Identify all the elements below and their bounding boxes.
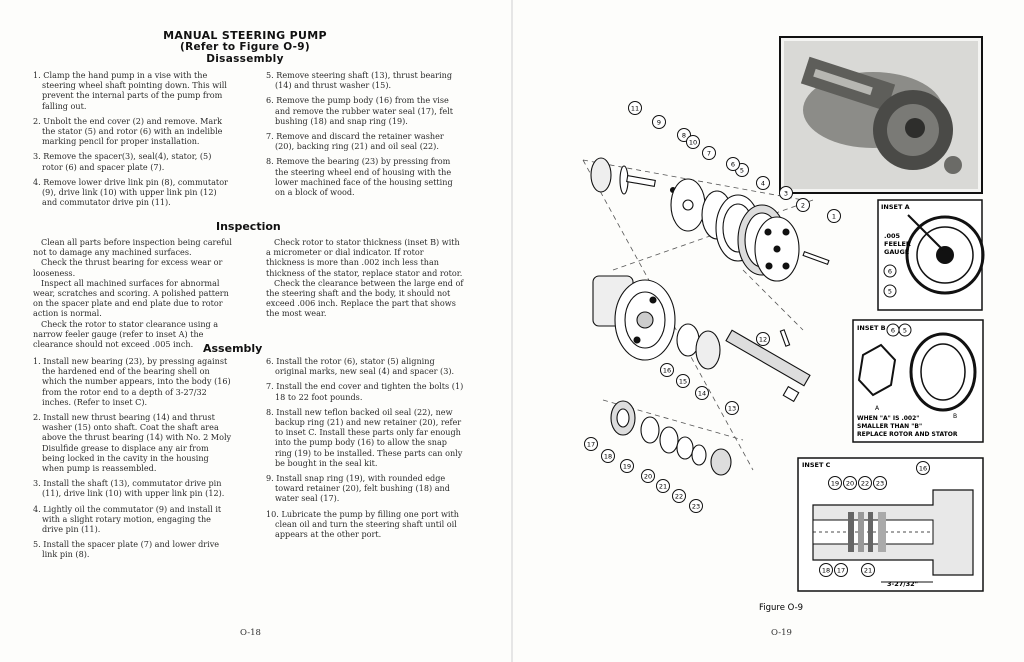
- inset-a-gauge-label: GAUGE: [884, 248, 910, 256]
- inset-c-depth: 3-27/32": [887, 580, 919, 588]
- assembly-step: 7. Install the end cover and tighten the bolts (1) 18 to 22 foot pounds.: [266, 381, 464, 402]
- callout-number: 3: [783, 189, 789, 198]
- inset-b-dim-a: A: [875, 405, 880, 412]
- page-title: MANUAL STEERING PUMP: [163, 29, 327, 42]
- callout-number: 12: [758, 335, 768, 344]
- callout-number: 21: [658, 482, 668, 491]
- callout-number: 8: [681, 131, 687, 140]
- callout-number: 17: [586, 440, 596, 449]
- inspection-column-right: [266, 237, 464, 319]
- inset-b-title: INSET B: [857, 324, 886, 332]
- inset-a: [878, 200, 983, 310]
- inspection-paragraph: Check the clearance between the large end of the steering shaft and the body, it should not exceed .006 inch. Replace the part that shows the most wear.: [266, 277, 464, 319]
- disassembly-step: 4. Remove lower drive link pin (8), commutator (9), drive link (10) with upper link pin (12) and commutator drive pin (11).: [33, 176, 228, 208]
- inset-c-callout-number: 18: [821, 566, 831, 575]
- right-page: [513, 0, 1024, 662]
- inset-b-note: REPLACE ROTOR AND STATOR: [857, 431, 958, 438]
- heading-inspection: Inspection: [216, 220, 281, 233]
- assembly-step: 1. Install new bearing (23), by pressing against the hardened end of the bearing shell on which the number appears, into the body (16) from the rotor end to a depth of 3-27/32 inches. (Refer to inset C).: [33, 356, 231, 407]
- callout-number: 14: [697, 389, 707, 398]
- inspection-paragraph: Check the thrust bearing for excess wear or looseness.: [33, 257, 223, 278]
- inset-c-callout-number: 20: [845, 479, 855, 488]
- inset-b-note: SMALLER THAN "B": [857, 423, 923, 430]
- left-page: [0, 0, 511, 662]
- callout-number: 15: [678, 377, 688, 386]
- callout-number: 6: [730, 160, 736, 169]
- inspection-paragraph: Check rotor to stator thickness (inset B) with a micrometer or dial indicator. If rotor thickness is more than .002 inch less than thickness of the stator, replace stator and rotor.: [266, 237, 463, 278]
- exploded-view-diagram: [513, 0, 1024, 662]
- inset-c-callout-number: 22: [860, 479, 870, 488]
- inset-b-callout: 6: [890, 326, 896, 335]
- heading-assembly: Assembly: [203, 342, 263, 355]
- assembly-step: 8. Install new teflon backed oil seal (22), new backup ring (21) and new retainer (20), refer to inset C. Install these parts only far enough into the pump body (16) to allow the snap ring (19) to be installed. These parts can only be bought in the seal kit.: [266, 406, 463, 468]
- inset-c-callout-number: 19: [830, 479, 840, 488]
- disassembly-step: 2. Unbolt the end cover (2) and remove. Mark the stator (5) and rotor (6) with an indelible marking pencil for proper installation.: [33, 115, 223, 147]
- callout-number: 19: [622, 462, 632, 471]
- disassembly-step: 6. Remove the pump body (16) from the vise and remove the rubber water seal (17), felt bushing (18) and snap ring (19).: [266, 95, 453, 126]
- callout-number: 9: [656, 118, 662, 127]
- inspection-column-left: [33, 237, 233, 349]
- disassembly-step: 1. Clamp the hand pump in a vise with the steering wheel shaft pointing down. This will prevent the internal parts of the pump from falling out.: [33, 70, 227, 111]
- pump-photo: [780, 37, 982, 193]
- pump-body: [593, 276, 810, 401]
- inset-a-gauge-label: .005: [884, 232, 901, 240]
- inset-a-gauge-label: FEELER: [884, 240, 911, 248]
- figure-caption: Figure O-9: [759, 603, 804, 613]
- assembly-step: 5. Install the spacer plate (7) and lower drive link pin (8).: [33, 539, 220, 560]
- callout-number: 1: [831, 212, 837, 221]
- inset-c-callout-number: 23: [875, 479, 885, 488]
- inset-c-callout-number: 21: [863, 566, 873, 575]
- heading-disassembly: Disassembly: [206, 53, 284, 65]
- assembly-step: 3. Install the shaft (13), commutator drive pin (11), drive link (10) with upper link pin (12).: [33, 478, 225, 499]
- page-number-left: O-18: [240, 628, 261, 638]
- callout-number: 13: [727, 404, 737, 413]
- assembly-step: 2. Install new thrust bearing (14) and thrust washer (15) onto shaft. Coat the shaft area above the thrust bearing (14) with No. 2 Moly Disulfide grease to displace any air from being locked in the cavity in the housing when pump is reassembled.: [33, 412, 232, 474]
- callout-number: 5: [739, 166, 745, 175]
- inspection-paragraph: Inspect all machined surfaces for abnormal wear, scratches and scoring. A polished pattern on the spacer plate and end plate due to rotor action is normal.: [33, 277, 229, 319]
- assembly-step: 10. Lubricate the pump by filling one port with clean oil and turn the steering shaft until oil appears at the other port.: [266, 508, 459, 540]
- inset-b: [853, 320, 983, 442]
- callout-number: 2: [800, 201, 806, 210]
- inset-c-callout-number: 16: [918, 464, 928, 473]
- callout-number: 10: [688, 138, 698, 147]
- callout-number: 23: [691, 502, 701, 511]
- disassembly-step: 8. Remove the bearing (23) by pressing from the steering wheel end of housing with the lower machined face of the housing setting on a block of wood.: [266, 156, 453, 198]
- page-number-right: O-19: [771, 628, 792, 638]
- inset-a-callout: 6: [887, 267, 893, 276]
- inset-c-callout-number: 17: [836, 566, 846, 575]
- callout-number: 16: [662, 366, 672, 375]
- assembly-step: 4. Lightly oil the commutator (9) and install it with a slight rotary motion, engaging the drive pin (11).: [33, 503, 222, 535]
- inset-b-callout: 5: [902, 326, 908, 335]
- disassembly-step: 7. Remove and discard the retainer washer (20), backing ring (21) and oil seal (22).: [266, 131, 444, 152]
- callout-number: 22: [674, 492, 684, 501]
- inspection-paragraph: Clean all parts before inspection being careful not to damage any machined surfaces.: [33, 237, 232, 258]
- callout-number: 18: [603, 452, 613, 461]
- inset-b-dim-b: B: [953, 413, 958, 420]
- inset-c: [798, 458, 983, 591]
- inset-a-callout: 5: [887, 287, 893, 296]
- assembly-step: 9. Install snap ring (19), with rounded edge toward retainer (20), felt bushing (18) and water seal (17).: [266, 473, 450, 504]
- inset-a-title: INSET A: [881, 203, 910, 211]
- callout-number: 11: [630, 104, 640, 113]
- callout-number: 4: [760, 179, 766, 188]
- disassembly-column-left: [33, 70, 233, 212]
- callout-number: 20: [643, 472, 653, 481]
- page-subtitle: (Refer to Figure O-9): [179, 41, 311, 53]
- assembly-step: 6. Install the rotor (6), stator (5) aligning original marks, new seal (4) and spacer (3).: [266, 356, 455, 377]
- assembly-column-left: [33, 356, 233, 565]
- inset-b-note: WHEN "A" IS .002": [857, 415, 920, 422]
- disassembly-step: 3. Remove the spacer(3), seal(4), stator, (5) rotor (6) and spacer plate (7).: [33, 151, 212, 172]
- disassembly-column-right: [266, 70, 464, 202]
- disassembly-step: 5. Remove steering shaft (13), thrust bearing (14) and thrust washer (15).: [266, 70, 453, 91]
- inspection-paragraph: Check the rotor to stator clearance using a narrow feeler gauge (refer to inset A) the clearance should not exceed .005 inch.: [33, 318, 219, 350]
- inset-c-title: INSET C: [802, 461, 831, 469]
- assembly-column-right: [266, 356, 464, 544]
- callout-number: 7: [706, 149, 712, 158]
